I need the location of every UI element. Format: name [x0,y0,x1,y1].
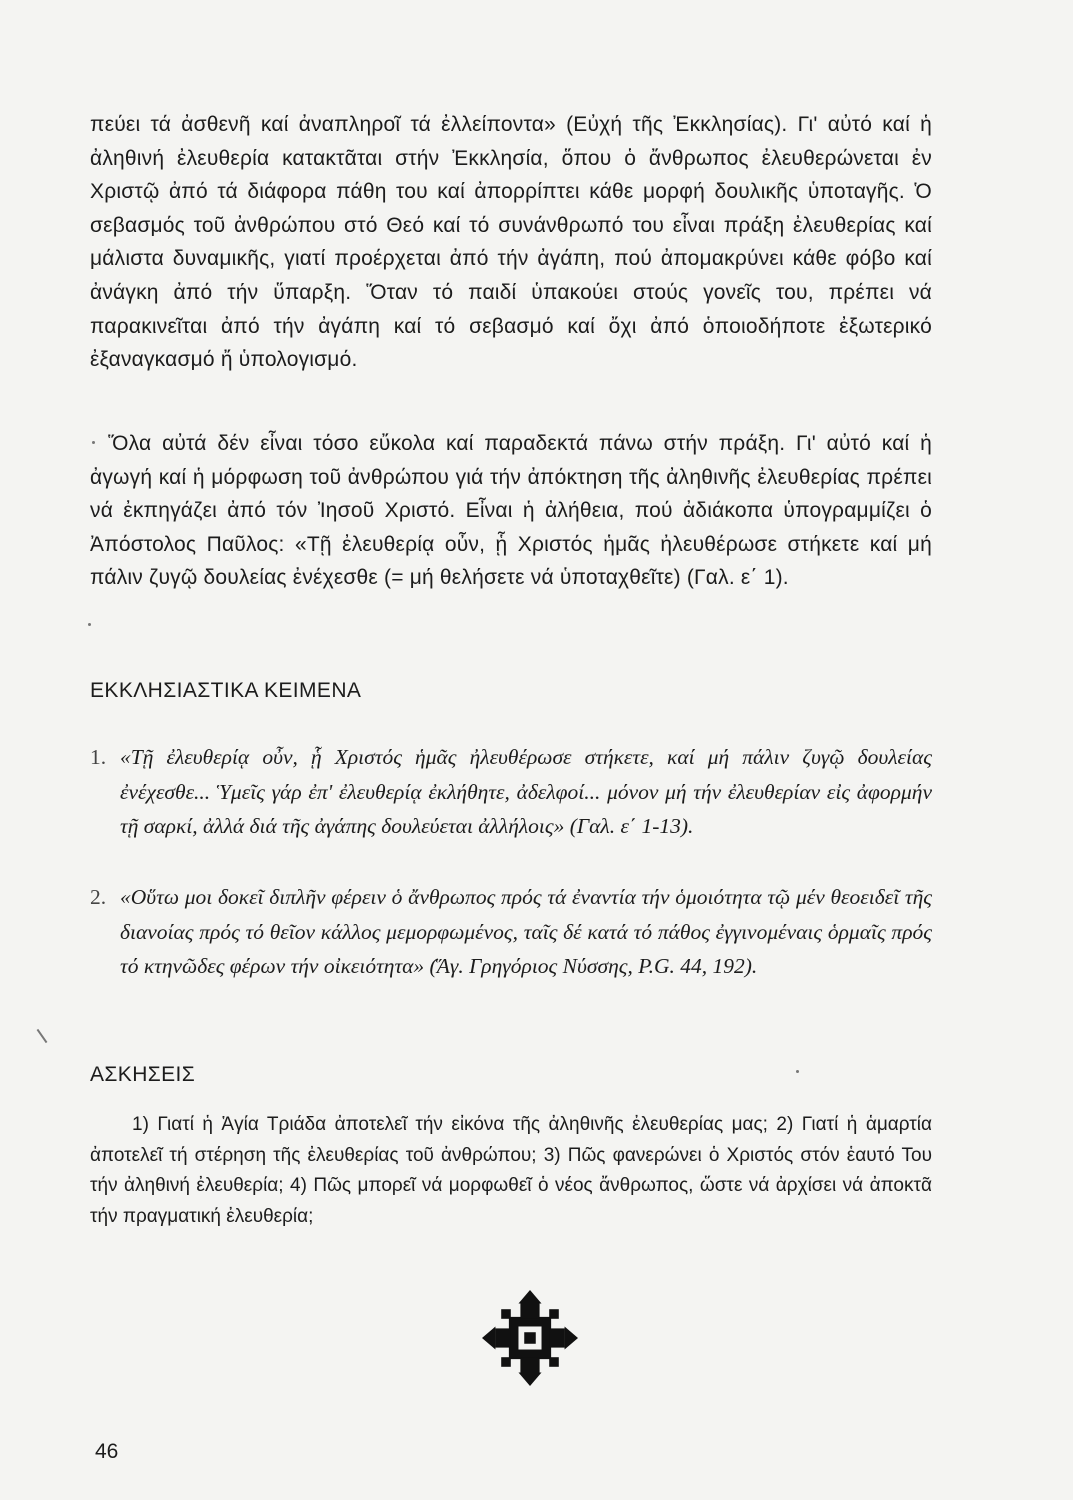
quote-text: «Οὕτω μοι δοκεῖ διπλῆν φέρειν ὁ ἄνθρωπος πρός τά ἐναντία τήν ὁμοιότητα τῷ μέν θεοειδεῖ τῆς διανοίας πρός τό θεῖον κάλλος μεμορφωμένος, ταῖς δέ κατά τό πάθος ἐγγινομέναις ὁρμαῖς πρός τό κτηνῶδες φέρων τήν οἰκειότητα» (Ἅγ. Γρηγόριος Νύσσης, P.G. 44, 192). [120,885,932,978]
quote-text: «Τῇ ἐλευθερίᾳ οὖν, ᾗ Χριστός ἡμᾶς ἠλευθέρωσε στήκετε, καί μή πάλιν ζυγῷ δουλείας ἐνέχεσθε... Ὑμεῖς γάρ ἐπ' ἐλευθερίᾳ ἐκλήθητε, ἀδελφοί... μόνον μή τήν ἐλευθερίαν εἰς ἀφορμήν τῇ σαρκί, ἀλλά διά τῆς ἀγάπης δουλεύεται ἀλλήλοις» (Γαλ. ε΄ 1-13). [120,745,932,838]
quote-number: 2. [90,885,107,909]
scan-speck [37,1029,48,1043]
body-paragraph-1: πεύει τά ἀσθενῆ καί ἀναπληροῖ τά ἐλλείποντα» (Εὐχή τῆς Ἐκκλησίας). Γι' αὐτό καί ἡ ἀληθινή ἐλευθερία κατακτᾶται στήν Ἐκκλησία, ὅπου ὁ ἄνθρωπος ἐλευθερώνεται ἐν Χριστῷ ἀπό τά διάφορα πάθη του καί ἀπορρίπτει κάθε μορφή δουλικῆς ὑποταγῆς. Ὁ σεβασμός τοῦ ἀνθρώπου στό Θεό καί τό συνάνθρωπό του εἶναι πράξη ἐλευθερίας καί μάλιστα δυναμικῆς, γιατί προέρχεται ἀπό τήν ἀγάπη, πού ἀπομακρύνει κάθε φόβο καί ἀνάγκη ἀπό τήν ὕπαρξη. Ὅταν τό παιδί ὑπακούει στούς γονεῖς του, πρέπει νά παρακινεῖται ἀπό τήν ἀγάπη καί τό σεβασμό καί ὄχι ἀπό ὁποιοδήποτε ἐξωτερικό ἐξαναγκασμό ἤ ὑπολογισμό. [90,113,932,372]
body-paragraph-2: Ὅλα αὐτά δέν εἶναι τόσο εὔκολα καί παραδεκτά πάνω στήν πράξη. Γι' αὐτό καί ἡ ἀγωγή καί ἡ μόρφωση τοῦ ἀνθρώπου γιά τήν ἀπόκτηση τῆς ἀληθινῆς ἐλευθερίας πρέπει νά ἐκπηγάζει ἀπό τόν Ἰησοῦ Χριστό. Εἶναι ἡ ἀλήθεια, πού ἀδιάκοπα ὑπογραμμίζει ὁ Ἀπόστολος Παῦλος: «Τῇ ἐλευθερίᾳ οὖν, ᾗ Χριστός ἡμᾶς ἠλευθέρωσε στήκετε καί μή πάλιν ζυγῷ δουλείας ἐνέχεσθε (= μή θελήσετε νά ὑποταχθεῖτε) (Γαλ. ε΄ 1). [90,432,932,590]
scan-speck [92,441,95,444]
quote-item-1 [90,740,932,844]
quote-number: 1. [90,745,107,769]
cross-ornament-icon [482,1290,578,1386]
page-number: 46 [95,1440,119,1463]
scan-speck [88,623,91,626]
quote-item-2 [90,880,932,984]
section-heading-church-texts: ΕΚΚΛΗΣΙΑΣΤΙΚΑ ΚΕΙΜΕΝΑ [90,679,362,702]
section-heading-exercises: ΑΣΚΗΣΕΙΣ [90,1063,196,1086]
exercises-text: 1) Γιατί ἡ Ἁγία Τριάδα ἀποτελεῖ τήν εἰκόνα τῆς ἀληθινῆς ἐλευθερίας μας; 2) Γιατί ἡ ἁμαρτία ἀποτελεῖ τή στέρηση τῆς ἐλευθερίας τοῦ ἀνθρώπου; 3) Πῶς φανερώνει ὁ Χριστός στόν ἑαυτό Του τήν ἀληθινή ἐλευθερία; 4) Πῶς μπορεῖ νά μορφωθεῖ ὁ νέος ἄνθρωπος, ὥστε νά ἀρχίσει νά ἀποκτᾶ τήν πραγματική ἐλευθερία; [90,1114,932,1227]
scan-speck [796,1070,799,1073]
